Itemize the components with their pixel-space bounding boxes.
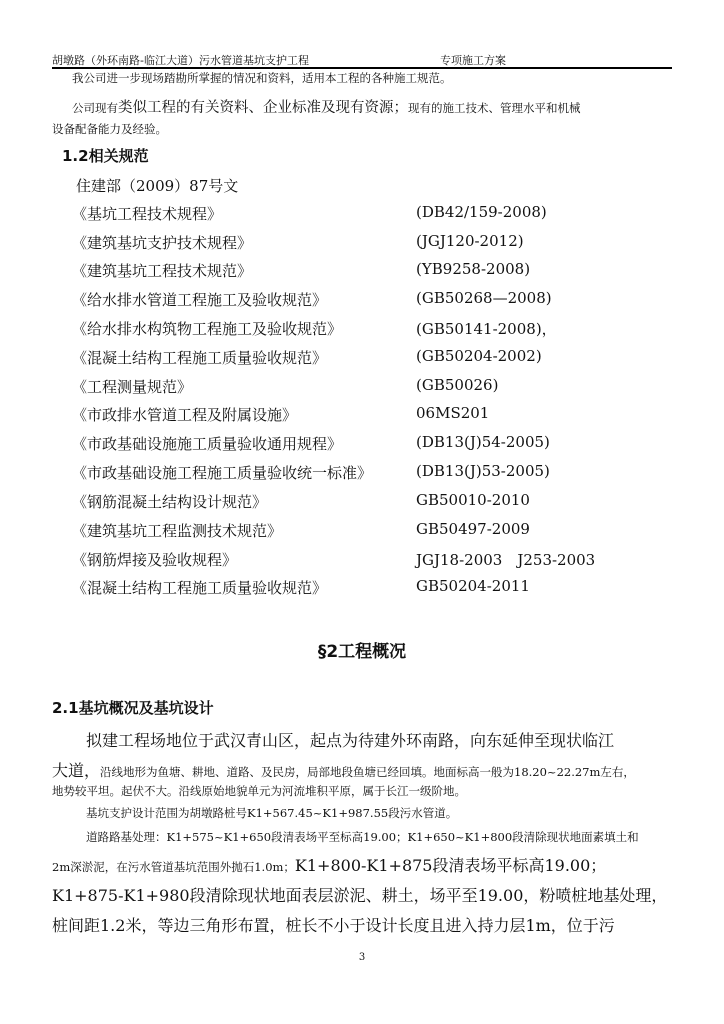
reference-title: 《建筑基坑工程技术规范》 — [72, 262, 253, 280]
reference-title: 《基坑工程技术规程》 — [72, 205, 223, 223]
body-para-3-line-2-rest: K1+800-K1+875段清表场平标高19.00； — [294, 856, 607, 875]
reference-item — [72, 577, 632, 597]
intro-line-2-suffix: 现有的施工技术、管理水平和机械 — [408, 101, 581, 115]
reference-title: 《市政排水管道工程及附属设施》 — [72, 406, 298, 424]
body-para-1-line-2-lead: 大道， — [52, 761, 101, 780]
reference-item — [72, 376, 632, 396]
reference-title: 《市政基础设施工程施工质量验收统一标准》 — [72, 464, 373, 482]
reference-code: (GB50026) — [416, 376, 499, 394]
reference-item — [72, 549, 632, 569]
section-1-2-first-line: 住建部（2009）87号文 — [76, 177, 239, 195]
body-para-1-line-3: 地势较平坦。起伏不大。沿线原始地貌单元为河流堆积平原，属于长江一级阶地。 — [52, 784, 466, 798]
reference-code: GB50204-2011 — [416, 577, 530, 595]
section-2-1-title: 2.1基坑概况及基坑设计 — [52, 699, 214, 717]
reference-code: (JGJ120-2012) — [416, 232, 524, 250]
reference-item — [72, 318, 632, 338]
header-doc-type: 专项施工方案 — [440, 54, 506, 67]
reference-item — [72, 203, 632, 223]
body-para-3-line-1: 道路路基处理：K1+575~K1+650段清表场平至标高19.00；K1+650~K1+800段清除现状地面素填土和 — [86, 830, 639, 844]
reference-title: 《建筑基坑工程监测技术规范》 — [72, 522, 283, 540]
reference-code: (GB50204-2002) — [416, 347, 542, 365]
reference-item — [72, 289, 632, 309]
reference-code: (DB13(J)53-2005) — [416, 462, 550, 480]
reference-code: (DB42/159-2008) — [416, 203, 547, 221]
reference-item — [72, 260, 632, 280]
section-2-title: §2工程概况 — [317, 642, 407, 662]
body-para-3-line-2-lead: 2m深淤泥，在污水管道基坑范围外抛石1.0m； — [52, 860, 295, 874]
reference-title: 《市政基础设施施工质量验收通用规程》 — [72, 435, 343, 453]
reference-item — [72, 232, 632, 252]
reference-item — [72, 433, 632, 453]
reference-title: 《钢筋焊接及验收规程》 — [72, 551, 238, 569]
reference-code: 06MS201 — [416, 404, 490, 422]
reference-item — [72, 462, 632, 482]
reference-item — [72, 347, 632, 367]
reference-code: GB50497-2009 — [416, 520, 530, 538]
reference-item — [72, 404, 632, 424]
page-number: 3 — [358, 952, 366, 963]
header-divider — [52, 67, 672, 69]
reference-title: 《混凝土结构工程施工质量验收规范》 — [72, 349, 328, 367]
body-para-3-line-4: 桩间距1.2米，等边三角形布置，桩长不小于设计长度且进入持力层1m，位于污 — [52, 916, 615, 935]
intro-line-2 — [72, 96, 581, 117]
reference-title: 《钢筋混凝土结构设计规范》 — [72, 493, 268, 511]
reference-item — [72, 520, 632, 540]
body-para-3-line-2 — [52, 853, 606, 876]
header-project-title: 胡墩路（外环南路-临江大道）污水管道基坑支护工程 — [52, 54, 309, 67]
body-para-2: 基坑支护设计范围为胡墩路桩号K1+567.45~K1+987.55段污水管道。 — [86, 806, 458, 820]
body-para-1-line-1: 拟建工程场地位于武汉青山区，起点为待建外环南路，向东延伸至现状临江 — [86, 731, 615, 750]
reference-title: 《混凝土结构工程施工质量验收规范》 — [72, 579, 328, 597]
reference-code: (GB50141-2008)， — [416, 320, 557, 338]
reference-code: (GB50268—2008) — [416, 289, 552, 307]
section-1-2-title: 1.2相关规范 — [62, 147, 149, 165]
intro-line-2-emph: 类似工程的有关资料、企业标准及现有资源； — [118, 100, 408, 116]
reference-title: 《给水排水管道工程施工及验收规范》 — [72, 291, 328, 309]
reference-title: 《给水排水构筑物工程施工及验收规范》 — [72, 320, 343, 338]
body-para-1-line-2-rest: 沿线地形为鱼塘、耕地、道路、及民房，局部地段鱼塘已经回填。地面标高一般为18.20~22.27m左右， — [100, 765, 635, 779]
reference-title: 《建筑基坑支护技术规程》 — [72, 234, 253, 252]
reference-code: (DB13(J)54-2005) — [416, 433, 550, 451]
reference-code: JGJ18-2003 J253-2003 — [416, 551, 596, 569]
reference-code: GB50010-2010 — [416, 491, 530, 509]
reference-item — [72, 491, 632, 511]
body-para-1-line-2 — [52, 758, 635, 781]
reference-title: 《工程测量规范》 — [72, 378, 193, 396]
body-para-3-line-3: K1+875-K1+980段清除现状地面表层淤泥、耕土，场平至19.00，粉喷桩地基处理， — [52, 886, 668, 905]
intro-line-1: 我公司进一步现场踏勘所掌握的情况和资料，适用本工程的各种施工规范。 — [72, 71, 452, 85]
page-header — [52, 52, 672, 68]
reference-code: (YB9258-2008) — [416, 260, 531, 278]
intro-line-2-prefix: 公司现有 — [72, 101, 118, 115]
intro-line-3: 设备配备能力及经验。 — [52, 122, 167, 136]
